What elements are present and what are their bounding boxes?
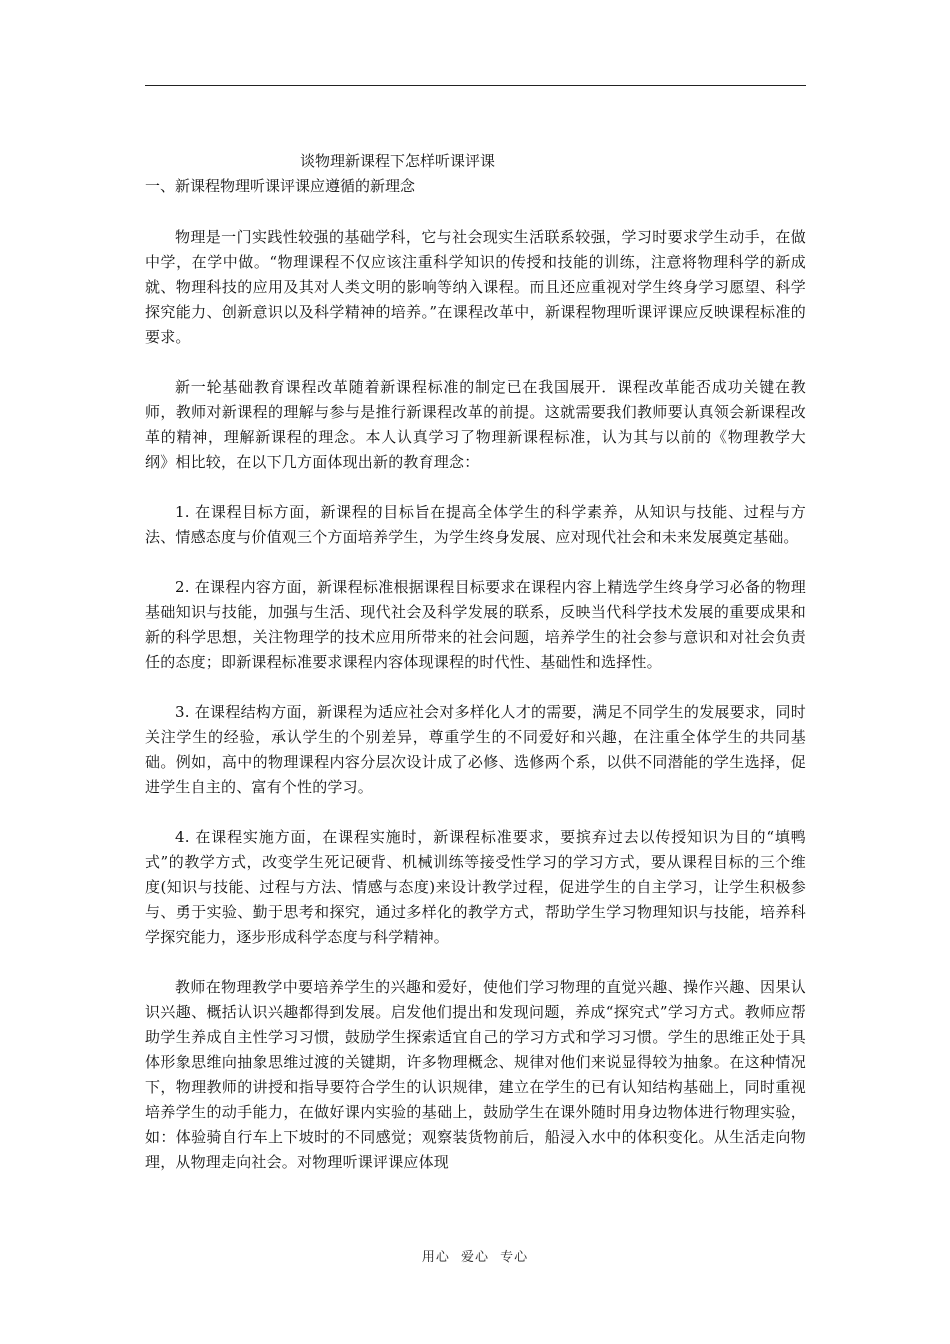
paragraph-intro: 物理是一门实践性较强的基础学科，它与社会现实生活联系较强，学习时要求学生动手，在做中学，在学中做。“物理课程不仅应该注重科学知识的传授和技能的训练，注意将物理科学的新成就、物理科技的应用及其对人类文明的影响等纳入课程。而且还应重视对学生终身学习愿望、科学探究能力、创新意识以及科学精神的培养。”在课程改革中，新课程物理听课评课应反映课程标准的要求。 (145, 228, 806, 346)
section-heading: 一、新课程物理听课评课应遵循的新理念 (145, 177, 416, 195)
header-rule (145, 85, 806, 86)
document-body (145, 225, 806, 1200)
paragraph-point-1: 1. 在课程目标方面，新课程的目标旨在提高全体学生的科学素养，从知识与技能、过程与方法、情感态度与价值观三个方面培养学生，为学生终身发展、应对现代社会和未来发展奠定基础。 (145, 503, 806, 546)
paragraph-point-3: 3. 在课程结构方面，新课程为适应社会对多样化人才的需要，满足不同学生的发展要求，同时关注学生的经验，承认学生的个别差异，尊重学生的不同爱好和兴趣，在注重全体学生的共同基础。例如，高中的物理课程内容分层次设计成了必修、选修两个系，以供不同潜能的学生选择，促进学生自主的、富有个性的学习。 (145, 703, 806, 796)
document-title: 谈物理新课程下怎样听课评课 (300, 152, 496, 170)
paragraph-teacher: 教师在物理教学中要培养学生的兴趣和爱好，使他们学习物理的直觉兴趣、操作兴趣、因果认识兴趣、概括认识兴趣都得到发展。启发他们提出和发现问题，养成“探究式”学习方式。教师应帮助学生养成自主性学习习惯，鼓励学生探索适宜自己的学习方式和学习习惯。学生的思维正处于具体形象思维向抽象思维过渡的关键期，许多物理概念、规律对他们来说显得较为抽象。在这种情况下，物理教师的讲授和指导要符合学生的认识规律，建立在学生的已有认知结构基础上，同时重视培养学生的动手能力，在做好课内实验的基础上，鼓励学生在课外随时用身边物体进行物理实验，如：体验骑自行车上下坡时的不同感觉；观察装货物前后，船浸入水中的体积变化。从生活走向物理，从物理走向社会。对物理听课评课应体现 (145, 978, 806, 1171)
paragraph-reform: 新一轮基础教育课程改革随着新课程标准的制定已在我国展开．课程改革能否成功关键在教师，教师对新课程的理解与参与是推行新课程改革的前提。这就需要我们教师要认真领会新课程改革的精神，理解新课程的理念。本人认真学习了物理新课程标准，认为其与以前的《物理教学大纲》相比较，在以下几方面体现出新的教育理念： (145, 378, 806, 471)
page-footer: 用心 爱心 专心 (421, 1250, 529, 1265)
paragraph-point-2: 2. 在课程内容方面，新课程标准根据课程目标要求在课程内容上精选学生终身学习必备的物理基础知识与技能，加强与生活、现代社会及科学发展的联系，反映当代科学技术发展的重要成果和新的科学思想，关注物理学的技术应用所带来的社会问题，培养学生的社会参与意识和对社会负责任的态度；即新课程标准要求课程内容体现课程的时代性、基础性和选择性。 (145, 578, 806, 671)
paragraph-point-4: 4. 在课程实施方面，在课程实施时，新课程标准要求，要摈弃过去以传授知识为目的“填鸭式”的教学方式，改变学生死记硬背、机械训练等接受性学习的学习方式，要从课程目标的三个维度(知识与技能、过程与方法、情感与态度)来设计教学过程，促进学生的自主学习，让学生积极参与、勇于实验、勤于思考和探究，通过多样化的教学方式，帮助学生学习物理知识与技能，培养科学探究能力，逐步形成科学态度与科学精神。 (145, 828, 806, 946)
